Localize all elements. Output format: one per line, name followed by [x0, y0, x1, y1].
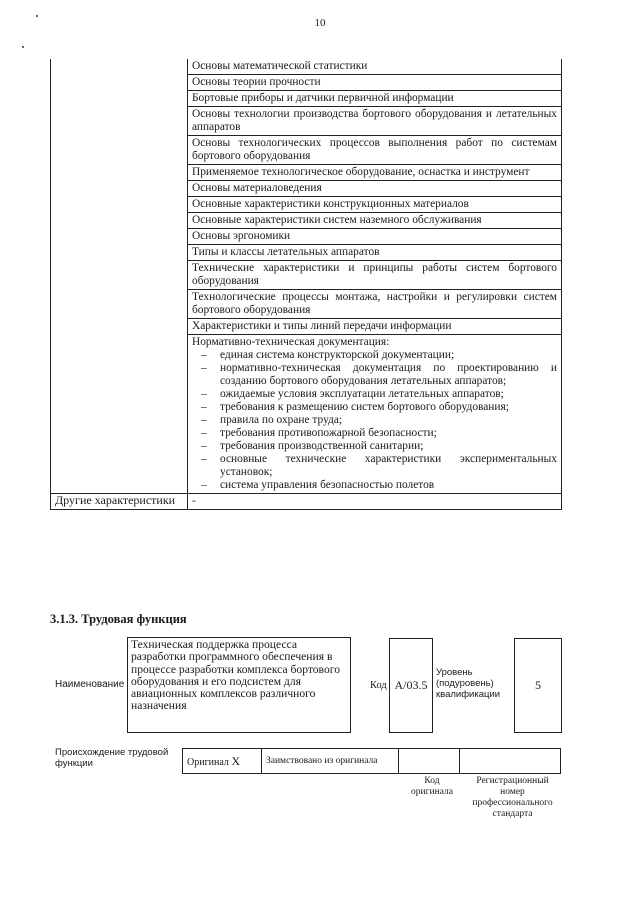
knowledge-item: Технические характеристики и принципы работы систем бортового оборудования	[188, 261, 562, 290]
knowledge-item: Основные характеристики систем наземного обслуживания	[188, 213, 562, 229]
knowledge-item: Основы теории прочности	[188, 75, 562, 91]
origin-original-text: Оригинал	[187, 756, 229, 768]
knowledge-item: Основы материаловедения	[188, 181, 562, 197]
knowledge-item: Основы математической статистики	[188, 59, 562, 75]
other-characteristics-label: Другие характеристики	[51, 494, 188, 510]
origin-borrowed-cell: Заимствовано из оригинала	[262, 749, 399, 774]
normative-item: – нормативно-техническая документация по проектированию и созданию бортового оборудования летательных аппаратов;	[192, 362, 557, 388]
origin-table	[182, 748, 561, 774]
knowledge-item: Бортовые приборы и датчики первичной информации	[188, 91, 562, 107]
origin-original-mark: X	[231, 753, 241, 768]
knowledge-label-cell	[51, 59, 188, 494]
qualification-level-box: 5	[514, 638, 562, 733]
normative-cell	[188, 335, 562, 494]
knowledge-item: Основы технологии производства бортового оборудования и летательных аппаратов	[188, 107, 562, 136]
knowledge-item: Основы эргономики	[188, 229, 562, 245]
knowledge-item: Технологические процессы монтажа, настройки и регулировки систем бортового оборудования	[188, 290, 562, 319]
normative-item: – требования противопожарной безопасности;	[192, 427, 557, 440]
normative-heading: Нормативно-техническая документация:	[192, 336, 390, 348]
section-title: 3.1.3. Трудовая функция	[50, 612, 187, 626]
knowledge-item: Основные характеристики конструкционных материалов	[188, 197, 562, 213]
page-number: 10	[314, 17, 326, 29]
normative-item: – основные технические характеристики экспериментальных установок;	[192, 453, 557, 479]
other-characteristics-value: -	[188, 494, 562, 510]
origin-reg-number-cell	[460, 749, 561, 774]
normative-item: – требования производственной санитарии;	[192, 440, 557, 453]
scan-speck	[22, 46, 24, 48]
normative-item: – единая система конструкторской документации;	[192, 349, 557, 362]
knowledge-table	[50, 59, 562, 510]
normative-item: – требования к размещению систем бортового оборудования;	[192, 401, 557, 414]
function-code-label: Код	[370, 680, 387, 691]
knowledge-item: Основы технологических процессов выполнения работ по системам бортового оборудования	[188, 136, 562, 165]
function-name-label: Наименование	[55, 679, 125, 690]
normative-item: – правила по охране труда;	[192, 414, 557, 427]
normative-item: – система управления безопасностью полетов	[192, 479, 557, 492]
scan-speck	[36, 15, 38, 17]
knowledge-item: Характеристики и типы линий передачи информации	[188, 319, 562, 335]
function-code-box: A/03.5	[389, 638, 433, 733]
normative-list	[192, 349, 557, 492]
knowledge-item: Применяемое технологическое оборудование, оснастка и инструмент	[188, 165, 562, 181]
origin-original-cell	[183, 749, 262, 774]
origin-code-caption: Код оригинала	[411, 776, 453, 797]
qualification-level-label: Уровень (подуровень) квалификации	[436, 667, 501, 700]
function-name-box: Техническая поддержка процесса разработки программного обеспечения в процессе разработки комплекса бортового оборудования и его подсистем для авиационных комплексов различного назначения	[127, 637, 351, 733]
knowledge-item: Типы и классы летательных аппаратов	[188, 245, 562, 261]
origin-code-cell	[399, 749, 460, 774]
normative-item: – ожидаемые условия эксплуатации летательных аппаратов;	[192, 388, 557, 401]
origin-label: Происхождение трудовой функции	[55, 747, 169, 769]
reg-number-caption: Регистрационный номер профессионального стандарта	[472, 776, 553, 819]
